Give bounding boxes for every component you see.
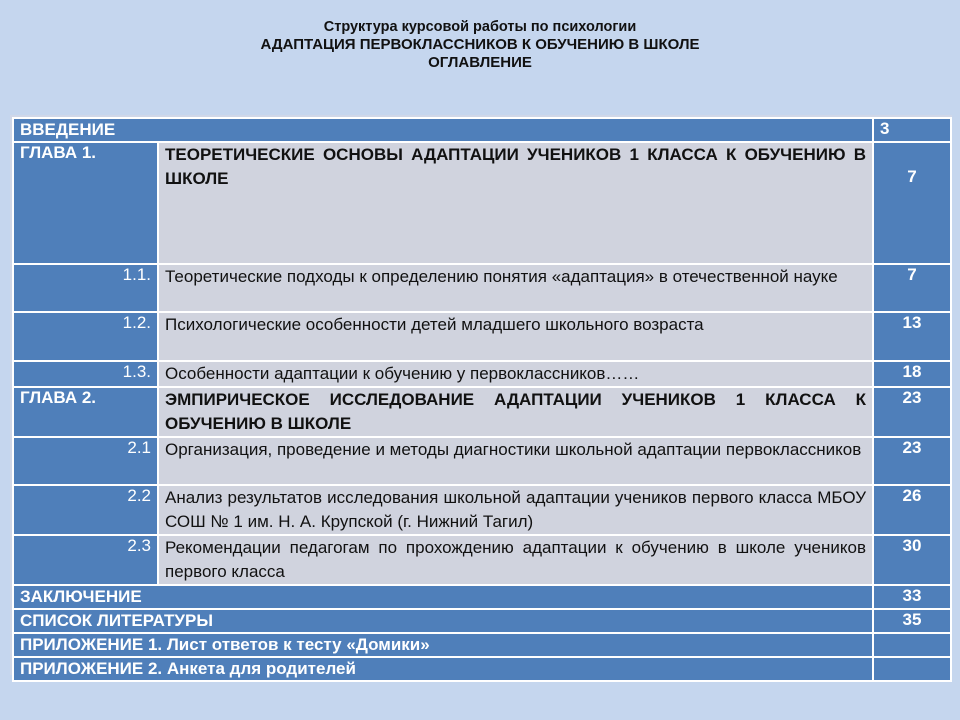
toc-title-chapter-1: ТЕОРЕТИЧЕСКИЕ ОСНОВЫ АДАПТАЦИИ УЧЕНИКОВ 1 КЛАССА К ОБУЧЕНИЮ В ШКОЛЕ — [158, 142, 873, 264]
section-heading: ОГЛАВЛЕНИЕ — [428, 54, 532, 71]
table-of-contents — [12, 117, 952, 682]
toc-title-appendix-1: ПРИЛОЖЕНИЕ 1. Лист ответов к тесту «Домики» — [13, 633, 873, 657]
toc-num-2-3: 2.3 — [13, 535, 158, 585]
toc-row-chapter-1 — [13, 142, 951, 264]
toc-row-appendix-2 — [13, 657, 951, 681]
toc-num-1-3: 1.3. — [13, 361, 158, 387]
toc-page-1-2: 13 — [873, 312, 951, 361]
toc-label-chapter-2: ГЛАВА 2. — [13, 387, 158, 437]
toc-row-references — [13, 609, 951, 633]
toc-page-references: 35 — [873, 609, 951, 633]
toc-row-conclusion — [13, 585, 951, 609]
toc-title-appendix-2: ПРИЛОЖЕНИЕ 2. Анкета для родителей — [13, 657, 873, 681]
slide-title: Структура курсовой работы по психологии — [323, 19, 637, 35]
toc-page-intro: 3 — [873, 118, 951, 142]
toc-title-1-2: Психологические особенности детей младшего школьного возраста — [158, 312, 873, 361]
toc-row-1-1 — [13, 264, 951, 312]
toc-row-2-3 — [13, 535, 951, 585]
toc-title-intro: ВВЕДЕНИЕ — [13, 118, 873, 142]
toc-page-2-1: 23 — [873, 437, 951, 485]
toc-title-1-1: Теоретические подходы к определению понятия «адаптация» в отечественной науке — [158, 264, 873, 312]
toc-title-conclusion: ЗАКЛЮЧЕНИЕ — [13, 585, 873, 609]
toc-num-2-1: 2.1 — [13, 437, 158, 485]
toc-page-2-2: 26 — [873, 485, 951, 535]
slide-header — [0, 18, 960, 72]
toc-label-chapter-1: ГЛАВА 1. — [13, 142, 158, 264]
toc-title-chapter-2: ЭМПИРИЧЕСКОЕ ИССЛЕДОВАНИЕ АДАПТАЦИИ УЧЕНИКОВ 1 КЛАССА К ОБУЧЕНИЮ В ШКОЛЕ — [158, 387, 873, 437]
toc-num-1-1: 1.1. — [13, 264, 158, 312]
toc-page-chapter-2: 23 — [873, 387, 951, 437]
toc-title-1-3: Особенности адаптации к обучению у первоклассников…… — [158, 361, 873, 387]
toc-page-2-3: 30 — [873, 535, 951, 585]
toc-title-2-3: Рекомендации педагогам по прохождению адаптации к обучению в школе учеников первого класса — [158, 535, 873, 585]
toc-page-chapter-1: 7 — [873, 142, 951, 264]
toc-title-2-2: Анализ результатов исследования школьной адаптации учеников первого класса МБОУ СОШ № 1 им. Н. А. Крупской (г. Нижний Тагил) — [158, 485, 873, 535]
toc-row-intro — [13, 118, 951, 142]
toc-page-1-1: 7 — [873, 264, 951, 312]
toc-row-appendix-1 — [13, 633, 951, 657]
toc-page-conclusion: 33 — [873, 585, 951, 609]
toc-page-appendix-1 — [873, 633, 951, 657]
toc-page-appendix-2 — [873, 657, 951, 681]
toc-title-references: СПИСОК ЛИТЕРАТУРЫ — [13, 609, 873, 633]
toc-row-1-2 — [13, 312, 951, 361]
toc-row-chapter-2 — [13, 387, 951, 437]
toc-row-2-2 — [13, 485, 951, 535]
slide-subtitle: АДАПТАЦИЯ ПЕРВОКЛАССНИКОВ К ОБУЧЕНИЮ В ШКОЛЕ — [260, 36, 700, 53]
toc-page-1-3: 18 — [873, 361, 951, 387]
toc-row-2-1 — [13, 437, 951, 485]
toc-title-2-1: Организация, проведение и методы диагностики школьной адаптации первоклассников — [158, 437, 873, 485]
toc-num-2-2: 2.2 — [13, 485, 158, 535]
toc-num-1-2: 1.2. — [13, 312, 158, 361]
toc-row-1-3 — [13, 361, 951, 387]
